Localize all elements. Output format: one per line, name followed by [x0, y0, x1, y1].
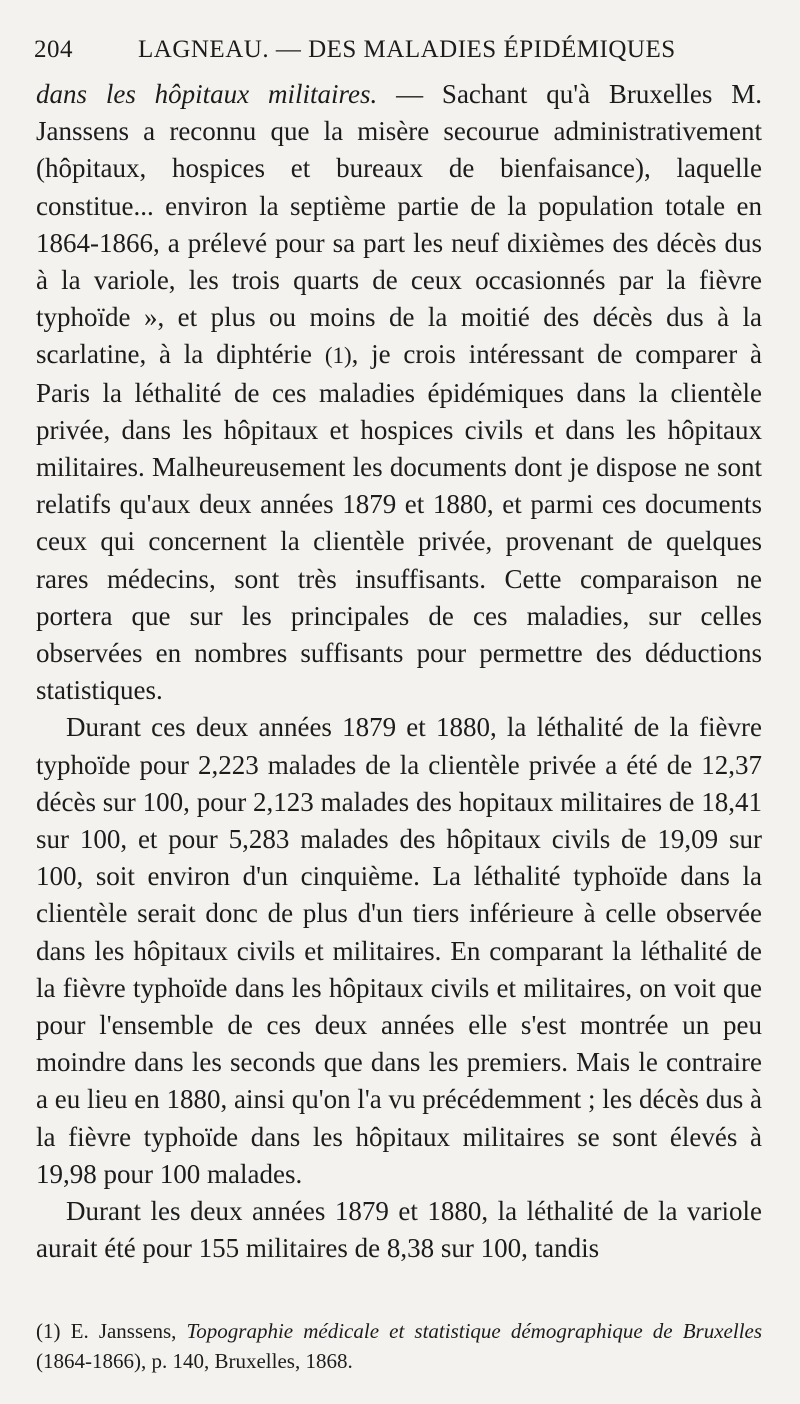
paragraph-1-text-a: — Sachant qu'à Bruxelles M. Janssens a reconnu que la misère secourue administrativement (hôpitaux, hospices et bureaux de bienfaisance), laquelle constitue... environ la septième partie de la population totale en 1864-1866, a prélevé pour sa part les neuf dixièmes des décès dus à la variole, les trois quarts de ceux occasionnés par la fièvre typhoïde », et plus ou moins de la moitié des décès dus à la scarlatine, à la diphtérie	[36, 79, 762, 370]
paragraph-1	[36, 76, 762, 709]
footnote-marker: (1)	[36, 1319, 61, 1343]
body-text	[36, 76, 762, 1268]
running-header	[34, 36, 774, 64]
page-number: 204	[34, 36, 73, 63]
footnote-title: Topographie médicale et statistique démographique de Bruxelles	[186, 1319, 763, 1343]
paragraph-2: Durant ces deux années 1879 et 1880, la léthalité de la fièvre typhoïde pour 2,223 malades de la clientèle privée a été de 12,37 décès sur 100, pour 2,123 malades des hopitaux militaires de 18,41 sur 100, et pour 5,283 malades des hôpitaux civils de 19,09 sur 100, soit environ d'un cinquième. La léthalité typhoïde dans la clientèle serait donc de plus d'un tiers inférieure à celle observée dans les hôpitaux civils et militaires. En comparant la léthalité de la fièvre typhoïde dans les hôpitaux civils et militaires, on voit que pour l'ensemble de ces deux années elle s'est montrée un peu moindre dans les seconds que dans les premiers. Mais le contraire a eu lieu en 1880, ainsi qu'on l'a vu précédemment ; les décès dus à la fièvre typhoïde dans les hôpitaux militaires se sont élevés à 19,98 pour 100 malades.	[36, 712, 762, 1189]
footnote-details: (1864-1866), p. 140, Bruxelles, 1868.	[36, 1349, 353, 1373]
running-title: LAGNEAU. — DES MALADIES ÉPIDÉMIQUES	[138, 36, 676, 63]
paragraph-1-lead: dans les hôpitaux militaires.	[36, 79, 378, 109]
footnote-reference[interactable]: (1)	[324, 343, 352, 369]
paragraph-3: Durant les deux années 1879 et 1880, la léthalité de la variole aurait été pour 155 militaires de 8,38 sur 100, tandis	[36, 1196, 762, 1264]
paragraph-1-text-b: , je crois intéressant de comparer à Paris la léthalité de ces maladies épidémiques dans la clientèle privée, dans les hôpitaux et hospices civils et dans les hôpitaux militaires. Malheureusement les documents dont je dispose ne sont relatifs qu'aux deux années 1879 et 1880, et parmi ces documents ceux qui concernent la clientèle privée, provenant de quelques rares médecins, sont très insuffisants. Cette comparaison ne portera que sur les principales de ces maladies, sur celles observées en nombres suffisants pour permettre des déductions statistiques.	[36, 339, 762, 706]
footnote	[36, 1316, 762, 1376]
footnote-author: E. Janssens,	[70, 1319, 177, 1343]
